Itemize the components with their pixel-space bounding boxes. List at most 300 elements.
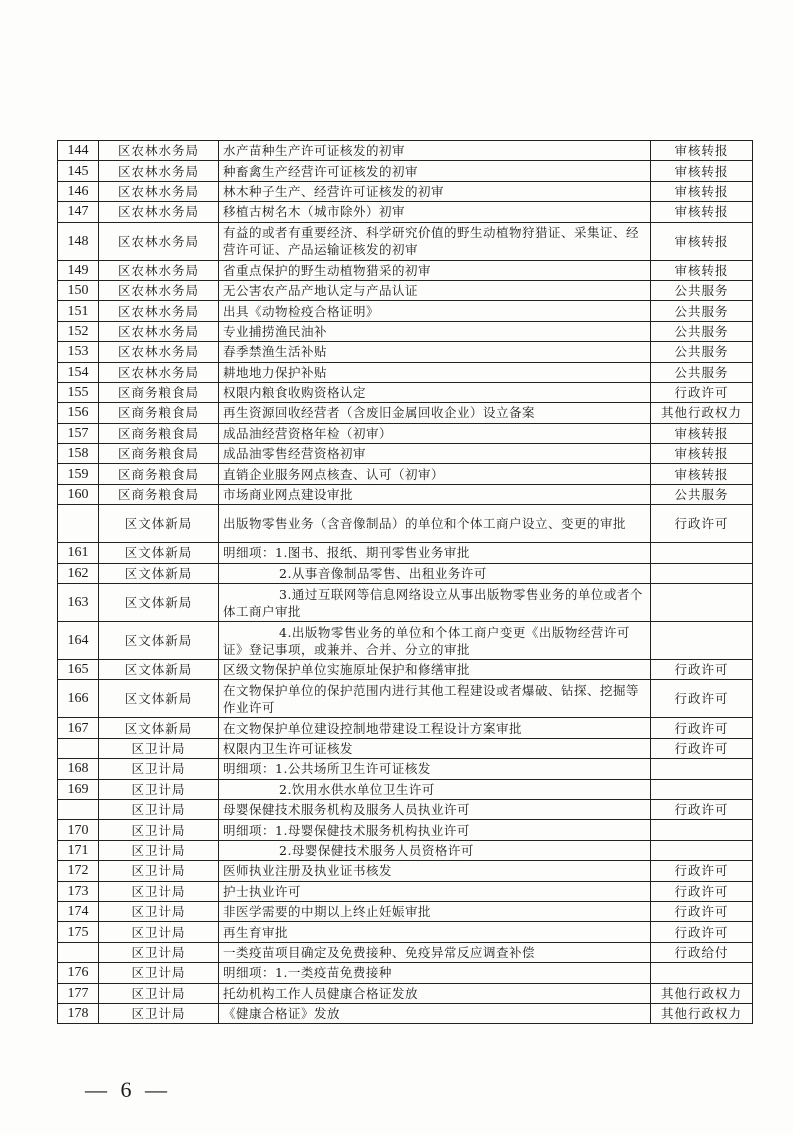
department-cell-text: 区卫计局 xyxy=(131,842,186,858)
item-cell-text: 医师执业注册及执业证书核发 xyxy=(223,863,393,879)
row-number-text: 170 xyxy=(67,822,89,838)
item-cell xyxy=(219,342,651,362)
type-cell xyxy=(651,444,753,464)
row-number-text: 165 xyxy=(67,662,89,678)
row-number xyxy=(58,141,99,161)
type-cell-text: 审核转报 xyxy=(674,204,729,220)
department-cell xyxy=(99,362,219,382)
row-number xyxy=(58,718,99,738)
row-number xyxy=(58,881,99,901)
type-cell xyxy=(651,759,753,779)
power-list-table xyxy=(57,140,753,1024)
item-cell-text: 专业捕捞渔民油补 xyxy=(223,323,328,339)
item-cell xyxy=(219,484,651,504)
item-cell-text: 移植古树名木（城市除外）初审 xyxy=(223,204,406,220)
department-cell-text: 区商务粮食局 xyxy=(117,425,199,441)
table-row xyxy=(58,759,753,779)
row-number-text: 144 xyxy=(67,143,89,159)
row-number xyxy=(58,423,99,443)
row-number xyxy=(58,484,99,504)
department-cell xyxy=(99,321,219,341)
row-number xyxy=(58,820,99,840)
type-cell xyxy=(651,464,753,484)
row-number-text: 178 xyxy=(67,1006,89,1022)
department-cell-text: 区商务粮食局 xyxy=(117,405,199,421)
department-cell xyxy=(99,301,219,321)
row-number xyxy=(58,584,99,622)
department-cell xyxy=(99,563,219,583)
table-row xyxy=(58,680,753,718)
type-cell-text: 审核转报 xyxy=(674,262,729,278)
type-cell-text: 其他行政权力 xyxy=(660,405,742,421)
department-cell xyxy=(99,423,219,443)
department-cell-text: 区文体新局 xyxy=(124,662,193,678)
department-cell-text: 区文体新局 xyxy=(124,595,193,611)
department-cell-text: 区农林水务局 xyxy=(117,364,199,380)
department-cell-text: 区农林水务局 xyxy=(117,262,199,278)
item-cell-text: 明细项：1.一类疫苗免费接种 xyxy=(223,965,392,981)
table-row xyxy=(58,563,753,583)
department-cell xyxy=(99,141,219,161)
row-number-text: 160 xyxy=(67,487,89,503)
item-cell xyxy=(219,280,651,300)
department-cell-text: 区卫计局 xyxy=(131,944,186,960)
department-cell xyxy=(99,260,219,280)
item-cell-text: 出具《动物检疫合格证明》 xyxy=(223,303,380,319)
type-cell-text: 审核转报 xyxy=(674,143,729,159)
item-cell-text: 在文物保护单位建设控制地带建设工程设计方案审批 xyxy=(223,720,523,736)
item-cell-text: 明细项：1.图书、报纸、期刊零售业务审批 xyxy=(223,545,470,561)
row-number xyxy=(58,543,99,563)
item-cell xyxy=(219,922,651,942)
type-cell xyxy=(651,321,753,341)
type-cell xyxy=(651,942,753,962)
item-cell xyxy=(219,505,651,543)
row-number-text: 150 xyxy=(67,283,89,299)
department-cell xyxy=(99,280,219,300)
item-cell xyxy=(219,301,651,321)
type-cell xyxy=(651,202,753,222)
type-cell xyxy=(651,680,753,718)
department-cell-text: 区农林水务局 xyxy=(117,344,199,360)
row-number xyxy=(58,362,99,382)
item-cell-text: 成品油零售经营资格初审 xyxy=(223,446,367,462)
row-number-text: 146 xyxy=(67,183,89,199)
department-cell-text: 区商务粮食局 xyxy=(117,487,199,503)
department-cell xyxy=(99,543,219,563)
type-cell-text: 行政许可 xyxy=(674,863,729,879)
table-row xyxy=(58,141,753,161)
item-cell-text: 市场商业网点建设审批 xyxy=(223,487,354,503)
type-cell xyxy=(651,181,753,201)
department-cell xyxy=(99,759,219,779)
item-cell-text: 护士执业许可 xyxy=(223,883,302,899)
row-number xyxy=(58,922,99,942)
table-row xyxy=(58,505,753,543)
department-cell-text: 区商务粮食局 xyxy=(117,385,199,401)
type-cell-text: 行政许可 xyxy=(674,662,729,678)
item-cell-text: 再生资源回收经营者（含废旧金属回收企业）设立备案 xyxy=(223,405,536,421)
item-cell-text: 水产苗种生产许可证核发的初审 xyxy=(223,143,406,159)
department-cell xyxy=(99,922,219,942)
item-cell xyxy=(219,161,651,181)
type-cell-text: 行政许可 xyxy=(674,904,729,920)
department-cell-text: 区卫计局 xyxy=(131,822,186,838)
type-cell xyxy=(651,423,753,443)
row-number xyxy=(58,222,99,260)
department-cell-text: 区农林水务局 xyxy=(117,283,199,299)
table-row xyxy=(58,820,753,840)
item-cell-text: 种畜禽生产经营许可证核发的初审 xyxy=(223,163,419,179)
row-number-text: 172 xyxy=(67,863,89,879)
item-cell-text: 直销企业服务网点核查、认可（初审） xyxy=(223,466,445,482)
department-cell xyxy=(99,484,219,504)
item-cell xyxy=(219,403,651,423)
type-cell-text: 行政许可 xyxy=(674,924,729,940)
type-cell xyxy=(651,280,753,300)
item-cell-text: 再生育审批 xyxy=(223,924,289,940)
item-cell-text: 出版物零售业务（含音像制品）的单位和个体工商户设立、变更的审批 xyxy=(223,516,627,532)
type-cell-text: 审核转报 xyxy=(674,163,729,179)
table-row xyxy=(58,382,753,402)
row-number-text: 167 xyxy=(67,720,89,736)
item-cell-text: 2.母婴保健技术服务人员资格许可 xyxy=(279,842,474,858)
department-cell-text: 区卫计局 xyxy=(131,924,186,940)
row-number xyxy=(58,779,99,799)
department-cell xyxy=(99,444,219,464)
department-cell-text: 区卫计局 xyxy=(131,985,186,1001)
row-number xyxy=(58,738,99,758)
type-cell-text: 行政许可 xyxy=(674,741,729,756)
row-number xyxy=(58,202,99,222)
row-number-text: 175 xyxy=(67,924,89,940)
item-cell xyxy=(219,963,651,983)
table-row xyxy=(58,1003,753,1023)
department-cell xyxy=(99,820,219,840)
table-row xyxy=(58,423,753,443)
row-number xyxy=(58,963,99,983)
type-cell-text: 其他行政权力 xyxy=(660,985,742,1001)
table-row xyxy=(58,942,753,962)
item-cell-text: 在文物保护单位的保护范围内进行其他工程建设或者爆破、钻探、挖掘等作业许可 xyxy=(223,682,640,715)
row-number xyxy=(58,799,99,819)
row-number-text: 145 xyxy=(67,163,89,179)
row-number xyxy=(58,382,99,402)
item-cell xyxy=(219,222,651,260)
row-number-text: 159 xyxy=(67,466,89,482)
department-cell xyxy=(99,738,219,758)
department-cell-text: 区卫计局 xyxy=(131,1006,186,1022)
row-number-text: 157 xyxy=(67,425,89,441)
table-row xyxy=(58,963,753,983)
table-row xyxy=(58,738,753,758)
item-cell-text: 明细项：1.母婴保健技术服务机构执业许可 xyxy=(223,822,470,838)
type-cell-text: 行政许可 xyxy=(674,691,729,707)
type-cell-text: 审核转报 xyxy=(674,466,729,482)
row-number-text: 176 xyxy=(67,965,89,981)
type-cell xyxy=(651,922,753,942)
type-cell xyxy=(651,382,753,402)
item-cell-text: 《健康合格证》发放 xyxy=(223,1006,341,1022)
type-cell-text: 行政给付 xyxy=(674,944,729,960)
department-cell-text: 区农林水务局 xyxy=(117,163,199,179)
type-cell xyxy=(651,718,753,738)
table-row xyxy=(58,301,753,321)
row-number-text: 173 xyxy=(67,883,89,899)
page-number: — 6 — xyxy=(85,1077,171,1102)
department-cell xyxy=(99,942,219,962)
department-cell xyxy=(99,622,219,660)
row-number-text: 156 xyxy=(67,405,89,421)
type-cell xyxy=(651,738,753,758)
row-number-text: 177 xyxy=(67,985,89,1001)
item-cell-text: 3.通过互联网等信息网络设立从事出版物零售业务的单位或者个体工商户审批 xyxy=(223,586,643,619)
department-cell-text: 区商务粮食局 xyxy=(117,466,199,482)
row-number-text: 149 xyxy=(67,262,89,278)
type-cell-text: 审核转报 xyxy=(674,233,729,249)
row-number xyxy=(58,444,99,464)
department-cell xyxy=(99,779,219,799)
type-cell xyxy=(651,779,753,799)
table-row xyxy=(58,280,753,300)
item-cell xyxy=(219,464,651,484)
row-number-text: 148 xyxy=(67,233,89,249)
item-cell xyxy=(219,1003,651,1023)
item-cell xyxy=(219,181,651,201)
item-cell xyxy=(219,779,651,799)
department-cell-text: 区卫计局 xyxy=(131,741,186,756)
row-number-text: 147 xyxy=(67,204,89,220)
item-cell xyxy=(219,563,651,583)
item-cell xyxy=(219,738,651,758)
row-number-text: 164 xyxy=(67,633,89,649)
item-cell-text: 2.饮用水供水单位卫生许可 xyxy=(279,781,435,797)
type-cell xyxy=(651,141,753,161)
type-cell-text: 公共服务 xyxy=(674,303,729,319)
type-cell-text: 审核转报 xyxy=(674,446,729,462)
table-row xyxy=(58,881,753,901)
department-cell-text: 区农林水务局 xyxy=(117,233,199,249)
department-cell-text: 区商务粮食局 xyxy=(117,446,199,462)
type-cell xyxy=(651,563,753,583)
type-cell-text: 公共服务 xyxy=(674,283,729,299)
type-cell xyxy=(651,342,753,362)
row-number-text: 153 xyxy=(67,344,89,360)
row-number xyxy=(58,622,99,660)
row-number xyxy=(58,840,99,860)
item-cell-text: 林木种子生产、经营许可证核发的初审 xyxy=(223,183,445,199)
table-row xyxy=(58,464,753,484)
item-cell xyxy=(219,362,651,382)
department-cell-text: 区文体新局 xyxy=(124,545,193,561)
table-row xyxy=(58,779,753,799)
type-cell xyxy=(651,260,753,280)
table-row xyxy=(58,543,753,563)
type-cell xyxy=(651,799,753,819)
type-cell xyxy=(651,861,753,881)
department-cell xyxy=(99,881,219,901)
item-cell-text: 权限内卫生许可证核发 xyxy=(223,741,354,756)
item-cell xyxy=(219,983,651,1003)
type-cell xyxy=(651,161,753,181)
type-cell-text: 行政许可 xyxy=(674,516,729,532)
item-cell xyxy=(219,584,651,622)
row-number xyxy=(58,301,99,321)
table-row xyxy=(58,321,753,341)
item-cell xyxy=(219,680,651,718)
item-cell-text: 耕地地力保护补贴 xyxy=(223,364,328,380)
table-row xyxy=(58,260,753,280)
item-cell-text: 母婴保健技术服务机构及服务人员执业许可 xyxy=(223,802,471,818)
type-cell-text: 公共服务 xyxy=(674,323,729,339)
table-row xyxy=(58,922,753,942)
department-cell-text: 区卫计局 xyxy=(131,965,186,981)
type-cell xyxy=(651,1003,753,1023)
item-cell-text: 省重点保护的野生动植物猎采的初审 xyxy=(223,262,432,278)
department-cell-text: 区农林水务局 xyxy=(117,143,199,159)
type-cell-text: 其他行政权力 xyxy=(660,1006,742,1022)
department-cell xyxy=(99,202,219,222)
department-cell xyxy=(99,181,219,201)
item-cell xyxy=(219,820,651,840)
department-cell-text: 区文体新局 xyxy=(124,691,193,707)
row-number-text: 155 xyxy=(67,385,89,401)
department-cell-text: 区农林水务局 xyxy=(117,204,199,220)
row-number xyxy=(58,563,99,583)
department-cell xyxy=(99,861,219,881)
row-number-text: 174 xyxy=(67,904,89,920)
type-cell xyxy=(651,222,753,260)
type-cell xyxy=(651,881,753,901)
item-cell xyxy=(219,840,651,860)
department-cell-text: 区卫计局 xyxy=(131,781,186,797)
table-row xyxy=(58,202,753,222)
row-number xyxy=(58,983,99,1003)
department-cell xyxy=(99,505,219,543)
row-number-text: 154 xyxy=(67,364,89,380)
row-number xyxy=(58,321,99,341)
item-cell-text: 无公害农产品产地认定与产品认证 xyxy=(223,283,419,299)
table-row xyxy=(58,660,753,680)
department-cell-text: 区卫计局 xyxy=(131,761,186,777)
department-cell xyxy=(99,584,219,622)
type-cell xyxy=(651,505,753,543)
type-cell-text: 审核转报 xyxy=(674,425,729,441)
item-cell-text: 区级文物保护单位实施原址保护和修缮审批 xyxy=(223,662,471,678)
row-number xyxy=(58,505,99,543)
item-cell-text: 明细项：1.公共场所卫生许可证核发 xyxy=(223,761,431,777)
type-cell xyxy=(651,901,753,921)
row-number xyxy=(58,464,99,484)
row-number xyxy=(58,861,99,881)
department-cell xyxy=(99,222,219,260)
department-cell xyxy=(99,963,219,983)
item-cell-text: 非医学需要的中期以上终止妊娠审批 xyxy=(223,904,432,920)
table-row xyxy=(58,718,753,738)
department-cell-text: 区卫计局 xyxy=(131,883,186,899)
department-cell xyxy=(99,680,219,718)
row-number-text: 151 xyxy=(67,303,89,319)
row-number-text: 166 xyxy=(67,691,89,707)
row-number-text: 169 xyxy=(67,781,89,797)
department-cell-text: 区农林水务局 xyxy=(117,183,199,199)
type-cell-text: 行政许可 xyxy=(674,802,729,818)
row-number-text: 168 xyxy=(67,761,89,777)
row-number xyxy=(58,161,99,181)
row-number xyxy=(58,660,99,680)
table-row xyxy=(58,484,753,504)
type-cell-text: 公共服务 xyxy=(674,364,729,380)
row-number-text: 162 xyxy=(67,565,89,581)
department-cell xyxy=(99,342,219,362)
type-cell-text: 公共服务 xyxy=(674,487,729,503)
row-number xyxy=(58,280,99,300)
department-cell xyxy=(99,161,219,181)
item-cell xyxy=(219,759,651,779)
table-row xyxy=(58,342,753,362)
item-cell xyxy=(219,881,651,901)
row-number xyxy=(58,680,99,718)
department-cell xyxy=(99,403,219,423)
department-cell xyxy=(99,660,219,680)
item-cell xyxy=(219,260,651,280)
row-number xyxy=(58,1003,99,1023)
row-number xyxy=(58,181,99,201)
item-cell-text: 春季禁渔生活补贴 xyxy=(223,344,328,360)
item-cell-text: 2.从事音像制品零售、出租业务许可 xyxy=(279,565,487,581)
type-cell xyxy=(651,484,753,504)
type-cell xyxy=(651,543,753,563)
department-cell-text: 区农林水务局 xyxy=(117,303,199,319)
item-cell-text: 一类疫苗项目确定及免费接种、免疫异常反应调查补偿 xyxy=(223,944,536,960)
row-number-text: 152 xyxy=(67,323,89,339)
item-cell-text: 有益的或者有重要经济、科学研究价值的野生动植物狩猎证、采集证、经营许可证、产品运输证核发的初审 xyxy=(223,225,640,258)
type-cell xyxy=(651,820,753,840)
item-cell xyxy=(219,622,651,660)
item-cell xyxy=(219,141,651,161)
department-cell-text: 区卫计局 xyxy=(131,802,186,818)
row-number xyxy=(58,942,99,962)
table-row xyxy=(58,222,753,260)
item-cell-text: 成品油经营资格年检（初审） xyxy=(223,425,393,441)
type-cell-text: 公共服务 xyxy=(674,344,729,360)
table-row xyxy=(58,161,753,181)
department-cell xyxy=(99,799,219,819)
type-cell-text: 行政许可 xyxy=(674,883,729,899)
item-cell xyxy=(219,321,651,341)
department-cell-text: 区文体新局 xyxy=(124,720,193,736)
item-cell xyxy=(219,202,651,222)
table-row xyxy=(58,901,753,921)
row-number xyxy=(58,342,99,362)
department-cell-text: 区卫计局 xyxy=(131,904,186,920)
type-cell xyxy=(651,622,753,660)
item-cell xyxy=(219,799,651,819)
department-cell xyxy=(99,464,219,484)
department-cell xyxy=(99,1003,219,1023)
table-row xyxy=(58,840,753,860)
department-cell-text: 区卫计局 xyxy=(131,863,186,879)
department-cell-text: 区文体新局 xyxy=(124,565,193,581)
department-cell-text: 区文体新局 xyxy=(124,516,193,532)
table-body xyxy=(58,141,753,1024)
item-cell-text: 权限内粮食收购资格认定 xyxy=(223,385,367,401)
item-cell xyxy=(219,382,651,402)
row-number-text: 161 xyxy=(67,545,89,561)
type-cell xyxy=(651,983,753,1003)
department-cell-text: 区农林水务局 xyxy=(117,323,199,339)
item-cell xyxy=(219,861,651,881)
